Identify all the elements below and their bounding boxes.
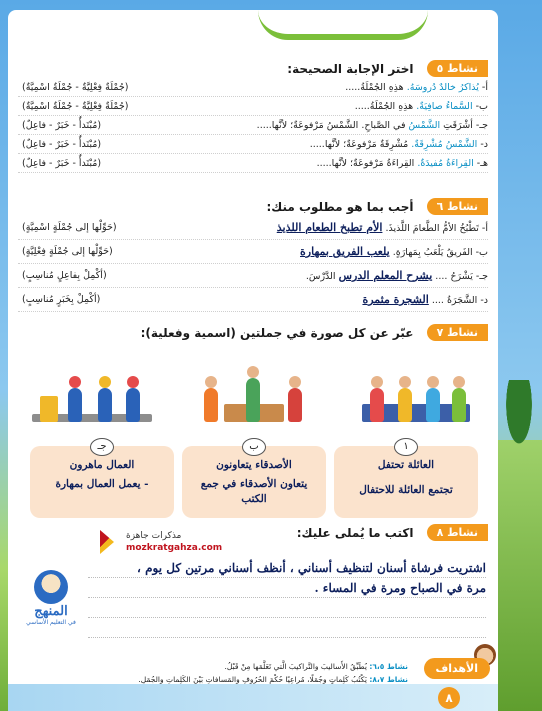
watermark: مذكرات جاهزة mozkratgahza.com <box>126 531 223 553</box>
goals-text: نشاط ٦،٥: يُطَبِّقُ الأَساليبَ والتَّراكيبَ الَّتي تَعَلَّمَها مِنْ قَبْلُ. نشاط ٨،٧: يَكْتُبُ كَلِماتٍ وجُمَلًا، مُراعِيًا حُكْمَ الحُرُوفِ والمَسافاتِ بَيْنَ الكَلِماتِ والجُمَلِ. <box>138 662 408 684</box>
activity-5-options: (مُبْتَدأٌ - خَبَرٌ - فاعِلٌ) <box>22 139 102 150</box>
activity-7-badge: نشاط ٧ <box>427 324 488 341</box>
activity-6-item: جـ- يَشْرَحُ .... يشرح المعلم الدرس الدَّرْسَ. (أكْمِلْ بِفاعِلٍ مُناسِبٍ) <box>18 264 488 288</box>
page-number: ٨ <box>438 687 460 709</box>
activity-7 <box>18 322 488 342</box>
activity-6-item: أ- تَطْبُخُ الأمُّ الطَّعامَ اللَّذيذَ. الأم تطبخ الطعام اللذيذ (حَوِّلْها إلى جُمْلَةٍ اسْمِيَّةٍ) <box>18 216 488 240</box>
activity-7-title: عبّر عن كل صورة في جملتين (اسمية وفعلية): <box>140 325 414 340</box>
decorative-vine <box>258 10 428 40</box>
handwritten-answer: الأم تطبخ الطعام اللذيذ <box>276 221 383 234</box>
handwritten-answer: يلعب الفريق بمهارة <box>300 245 390 258</box>
activity-6 <box>18 196 488 312</box>
activity-7-pictures <box>26 340 482 430</box>
box-label: جـ <box>90 438 114 456</box>
worksheet-page <box>8 10 498 702</box>
activity-8 <box>18 522 488 542</box>
dictation-answer: اشتريت فرشاة أسنان لتنظيف أسناني ، أنظف أسناني مرتين كل يوم ، مرة في الصباح ومرة في المساء . <box>88 558 486 638</box>
activity-5-title: اختر الإجابة الصحيحة: <box>287 61 414 76</box>
answer-box: ١ العائلة تحتفل تجتمع العائلة للاحتفال <box>334 446 478 518</box>
activity-6-title: أجب بما هو مطلوب منك: <box>266 199 414 214</box>
activity-6-badge: نشاط ٦ <box>427 198 488 215</box>
friends-books-image <box>194 340 314 428</box>
activity-5-item: جـ- أشْرَقَتِ الشَّمْسُ في الصَّباحِ. الشَّمْسُ مَرْفوعَةٌ؛ لأنَّها..... (مُبْتَدأٌ - خَبَرٌ - فاعِلٌ) <box>18 116 488 135</box>
mascot-icon <box>34 570 68 604</box>
activity-8-title: اكتب ما يُملى عليك: <box>296 525 414 540</box>
activity-5-options: (جُمْلَةٌ فِعْلِيَّةٌ - جُمْلَةٌ اسْمِيَّةٌ) <box>22 82 129 93</box>
answer-box: ب الأصدقاء يتعاونون يتعاون الأصدقاء في جمع الكتب <box>182 446 326 518</box>
activity-5-item: ب- السَّماءُ صافِيَةٌ. هذِهِ الجُمْلَةُ..... (جُمْلَةٌ فِعْلِيَّةٌ - جُمْلَةٌ اسْمِيَّةٌ) <box>18 97 488 116</box>
activity-5-options: (مُبْتَدأٌ - خَبَرٌ - فاعِلٌ) <box>22 158 102 169</box>
background-grass <box>498 440 542 711</box>
activity-5-item: د- الشَّمْسُ مُشْرِقَةٌ. مُشْرِقَةٌ مَرْفوعَةٌ؛ لأنَّها..... (مُبْتَدأٌ - خَبَرٌ - فاعِلٌ) <box>18 135 488 154</box>
goals-badge: الأهداف <box>424 658 491 679</box>
background-tree <box>504 380 534 450</box>
box-label: ب <box>242 438 266 456</box>
activity-5-options: (مُبْتَدأٌ - خَبَرٌ - فاعِلٌ) <box>22 120 102 131</box>
publisher-logo: المنهج في التعليم الأساسي <box>20 570 82 630</box>
box-label: ١ <box>394 438 418 456</box>
handwritten-answer: الشجرة مثمرة <box>362 293 429 306</box>
activity-5-options: (جُمْلَةٌ فِعْلِيَّةٌ - جُمْلَةٌ اسْمِيَّةٌ) <box>22 101 129 112</box>
activity-5-item: هـ- القِراءَةُ مُفيدَةٌ. القِراءَةُ مَرْفوعَةٌ؛ لأنَّها..... (مُبْتَدأٌ - خَبَرٌ - فاعِلٌ) <box>18 154 488 173</box>
activity-5-item: أ- يُذاكرُ خالدٌ دُروسَهُ. هذِهِ الجُمْلَةُ..... (جُمْلَةٌ فِعْلِيَّةٌ - جُمْلَةٌ اسْمِيَّةٌ) <box>18 78 488 97</box>
activity-7-answers <box>26 438 482 518</box>
activity-5-badge: نشاط ٥ <box>427 60 488 77</box>
answer-box: جـ العمال ماهرون - يعمل العمال بمهارة <box>30 446 174 518</box>
footer-bar <box>8 684 498 711</box>
handwritten-answer: يشرح المعلم الدرس <box>338 269 433 282</box>
activity-5 <box>18 58 488 173</box>
activity-8-badge: نشاط ٨ <box>427 524 488 541</box>
family-celebration-image <box>356 340 476 428</box>
workers-factory-image <box>32 340 152 428</box>
activity-6-item: د- الشَّجَرَةُ .... الشجرة مثمرة (أكْمِلْ بِخَبَرٍ مُناسِبٍ) <box>18 288 488 312</box>
activity-6-item: ب- الفَريقُ يَلْعَبُ بِمَهارَةٍ. يلعب الفريق بمهارة (حَوِّلْها إلى جُمْلَةٍ فِعْلِيَّةٍ) <box>18 240 488 264</box>
